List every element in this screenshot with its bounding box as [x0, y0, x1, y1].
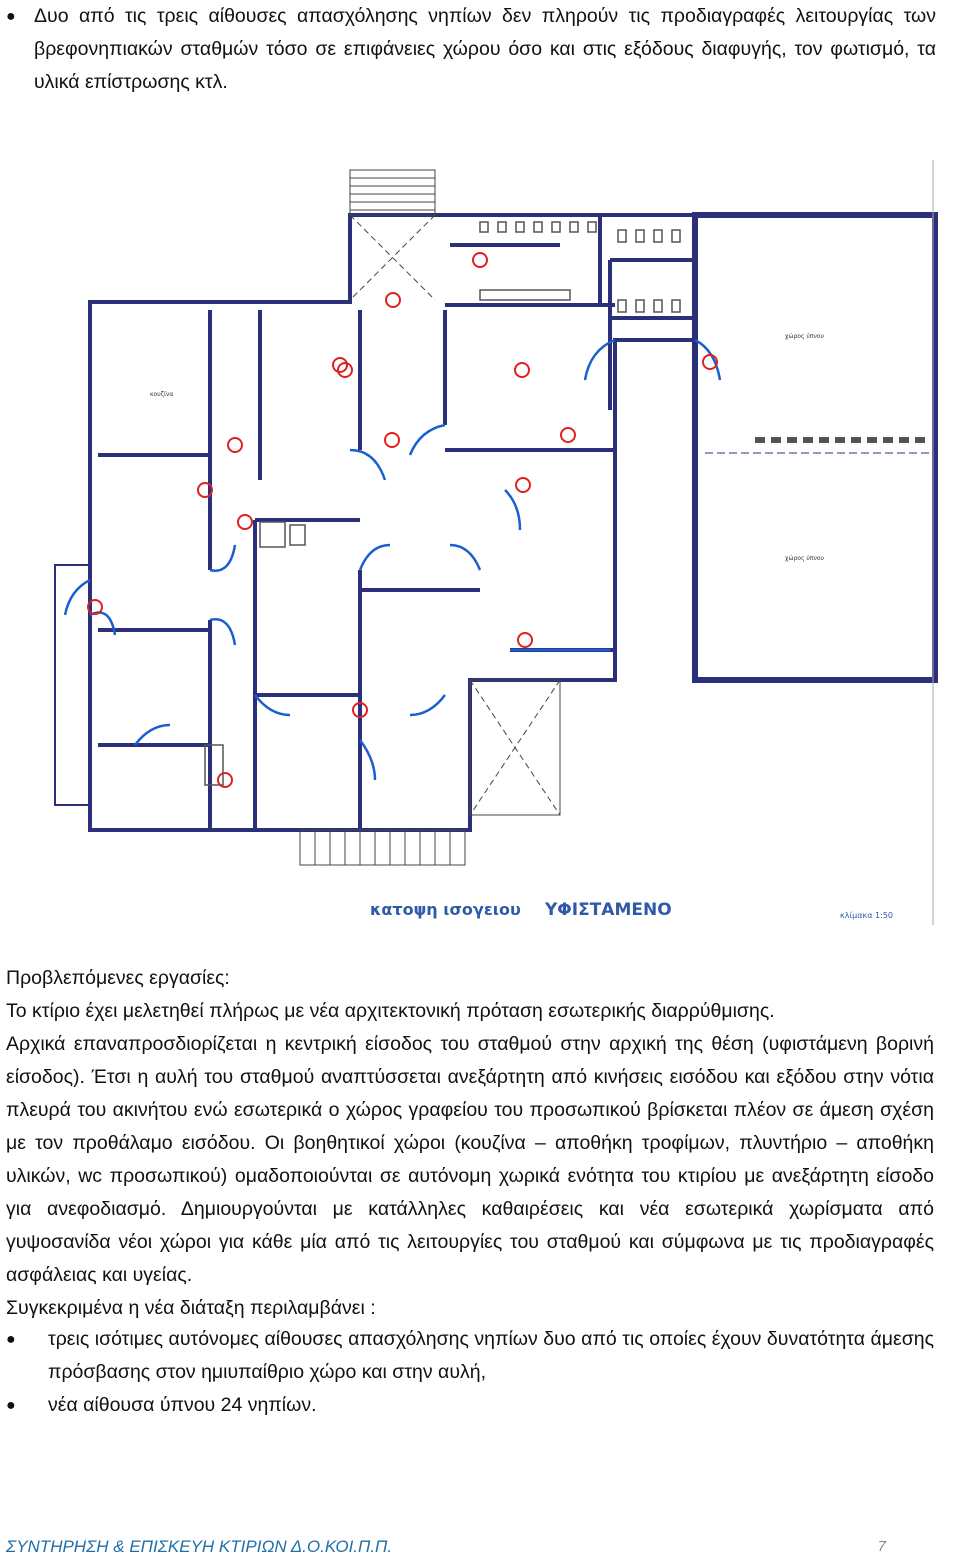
room-label-kitchen: κουζίνα: [150, 391, 174, 398]
works-list: [6, 1323, 934, 1422]
page-footer: [6, 1536, 886, 1558]
list-item-text: τρεις ισότιμες αυτόνομες αίθουσες απασχόλησης νηπίων δυο από τις οποίες έχουν δυνατότητα άμεσης πρόσβασης στον ημιυπαίθριο χώρο και στην αυλή,: [48, 1328, 934, 1383]
plan-lights: [88, 253, 717, 787]
page-number: 7: [877, 1538, 886, 1555]
paragraph-2-text: Αρχικά επαναπροσδιορίζεται η κεντρική είσοδος του σταθμού στην αρχική της θέση (υφιστάμενη βορινή είσοδος). Έτσι η αυλή του σταθμού αναπτύσσεται ανεξάρτητη από κινήσεις εισόδου και εξόδου στην νότια πλευρά του ακινήτου ενώ εσωτερικά ο χώρος γραφείου του προσωπικού βρίσκεται πλέον σε άμεση σχέση με τον προθάλαμο εισόδου. Οι βοηθητικοί χώροι (κουζίνα – αποθήκη τροφίμων, πλυντήριο – αποθήκη υλικών, wc προσωπικού) ομαδοποιούνται σε αυτόνομη χωρικά ενότητα του κτιρίου με ανεξάρτητη είσοδο για ανεφοδιασμό. Δημιουργούνται με κατάλληλες καθαιρέσεις και νέα εσωτερικά χωρίσματα από γυψοσανίδα νέοι χώροι για κάθε μία από τις λειτουργίες του σταθμού και σύμφωνα με τις προδιαγραφές ασφάλειας και υγείας.: [6, 1033, 934, 1286]
plan-title-text: κατοψη ισογειου: [370, 900, 521, 919]
plan-title-emphasis: ΥΦΙΣΤΑΜΕΝΟ: [545, 900, 672, 920]
plan-walls: [55, 215, 935, 830]
bullet-icon: ●: [6, 1397, 16, 1414]
section-heading: Προβλεπόμενες εργασίες:: [6, 967, 230, 989]
list-item-text: νέα αίθουσα ύπνου 24 νηπίων.: [48, 1394, 317, 1416]
plan-doors: [65, 340, 720, 780]
intro-bullet-item: [6, 0, 936, 99]
list-item: [6, 1323, 934, 1389]
bullet-icon: ●: [6, 8, 16, 25]
floor-plan-drawing: [40, 150, 960, 940]
paragraph-1: Το κτίριο έχει μελετηθεί πλήρως με νέα αρχιτεκτονική πρόταση εσωτερικής διαρρύθμισης.: [6, 1000, 775, 1022]
room-label-sleep-2: χώρος ύπνου: [785, 555, 824, 562]
list-item: [6, 1389, 934, 1422]
room-label-sleep-1: χώρος ύπνου: [785, 333, 824, 340]
paragraph-3-text: Συγκεκριμένα η νέα διάταξη περιλαμβάνει :: [6, 1297, 376, 1319]
footer-title: ΣΥΝΤΗΡΗΣΗ & ΕΠΙΣΚΕΥΗ ΚΤΙΡΙΩΝ Δ.Ο.ΚΟΙ.Π.Π.: [6, 1537, 393, 1556]
plan-title: [370, 900, 893, 920]
plan-stairs-top: [300, 170, 560, 865]
plan-room-labels: [150, 333, 825, 562]
bullet-icon: ●: [6, 1331, 16, 1348]
paragraph-2: [6, 1028, 934, 1325]
intro-bullet-text: Δυο από τις τρεις αίθουσες απασχόλησης νηπίων δεν πληρούν τις προδιαγραφές λειτουργίας των βρεφονηπιακών σταθμών τόσο σε επιφάνειες χώρου όσο και στις εξόδους διαφυγής, τον φωτισμό, τα υλικά επίστρωσης κτλ.: [34, 5, 936, 93]
plan-scale: κλίμακα 1:50: [840, 911, 894, 920]
